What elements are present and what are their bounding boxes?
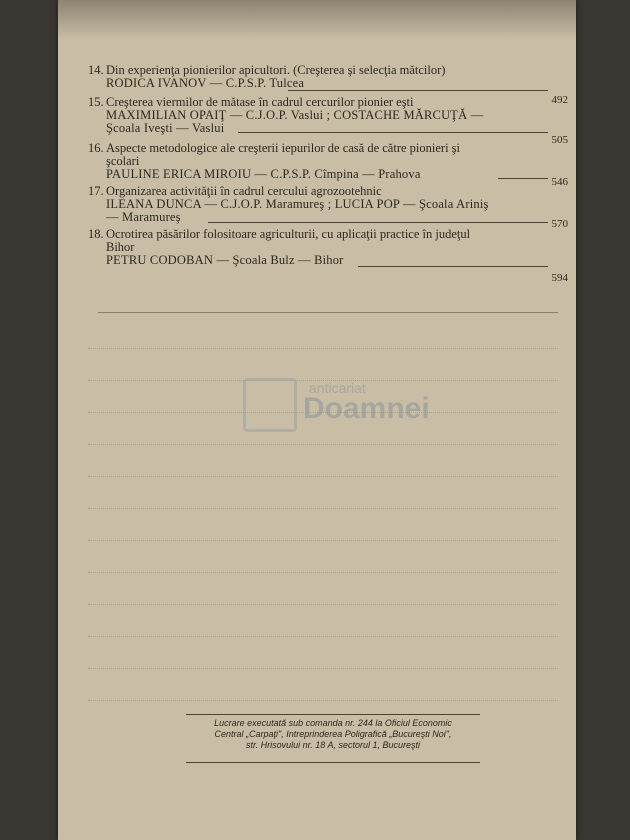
bleed-through-line	[88, 660, 558, 669]
entry-title: Organizarea activităţii în cadrul cercului agrozootehnic	[106, 184, 382, 198]
entry-author-continued: Şcoala Iveşti — Vaslui	[106, 121, 225, 135]
imprint-line: Lucrare executată sub comanda nr. 244 la Oficiul Economic	[214, 718, 452, 728]
section-separator	[98, 312, 558, 313]
entry-title-continued: Bihor	[106, 240, 135, 254]
imprint-line: str. Hrisovului nr. 18 A, sectorul 1, Bucureşti	[245, 740, 421, 750]
entry-page-number: 492	[551, 94, 568, 106]
entry-page-number: 546	[551, 176, 568, 188]
entry-page-number: 505	[551, 134, 568, 146]
entry-title-continued: şcolari	[106, 154, 140, 168]
watermark-small-text: anticariat	[309, 380, 366, 396]
entry-title: Aspecte metodologice ale creşterii iepurilor de casă de către pionieri şi	[106, 141, 461, 155]
watermark	[243, 378, 443, 438]
toc-entry-18	[88, 228, 558, 267]
printer-imprint	[186, 714, 480, 763]
leader-rule	[288, 90, 548, 91]
entry-number: 14.	[88, 63, 104, 77]
book-stack-icon	[243, 378, 297, 432]
book-page	[58, 0, 576, 840]
leader-rule	[208, 222, 548, 223]
entry-author: MAXIMILIAN OPAIŢ — C.J.O.P. Vaslui ; COSTACHE MĂRCUŢĂ —	[106, 108, 484, 122]
bleed-through-line	[88, 468, 558, 477]
entry-number: 18.	[88, 227, 104, 241]
imprint-line: Central „Carpaţi", Intreprinderea Poligrafică „Bucureşti Noi",	[214, 729, 452, 739]
entry-title: Din experienţa pionierilor apicultori. (Creşterea şi selecţia mătcilor)	[106, 63, 446, 77]
bleed-through-line	[88, 532, 558, 541]
entry-author: ILEANA DUNCA — C.J.O.P. Maramureş ; LUCIA POP — Şcoala Ariniş	[106, 197, 489, 211]
bleed-through-line	[88, 500, 558, 509]
entry-number: 15.	[88, 95, 104, 109]
bleed-through-line	[88, 692, 558, 701]
toc-entry-15	[88, 96, 558, 135]
watermark-brand-text: Doamnei	[303, 392, 430, 425]
entry-page-number: 570	[551, 218, 568, 230]
entry-title: Ocrotirea păsărilor folositoare agriculturii, cu aplicaţii practice în judeţul	[106, 227, 471, 241]
bleed-through-line	[88, 596, 558, 605]
leader-rule	[358, 266, 548, 267]
bleed-through-line	[88, 340, 558, 349]
page-top-shadow	[58, 0, 576, 40]
entry-title: Creşterea viermilor de mătase în cadrul cercurilor pionier eşti	[106, 95, 414, 109]
bleed-through-line	[88, 628, 558, 637]
entry-number: 17.	[88, 184, 104, 198]
entry-author-continued: — Maramureş	[106, 210, 181, 224]
toc-entry-17	[88, 185, 558, 224]
toc-entry-14	[88, 64, 558, 90]
toc-entry-16	[88, 142, 558, 181]
entry-page-number: 594	[551, 272, 568, 284]
entry-author: PETRU CODOBAN — Şcoala Bulz — Bihor	[106, 253, 344, 267]
leader-rule	[498, 178, 548, 179]
bleed-through-line	[88, 564, 558, 573]
entry-author: RODICA IVANOV — C.P.S.P. Tulcea	[106, 76, 305, 90]
entry-number: 16.	[88, 141, 104, 155]
entry-author: PAULINE ERICA MIROIU — C.P.S.P. Cîmpina — Prahova	[106, 167, 421, 181]
leader-rule	[238, 132, 548, 133]
